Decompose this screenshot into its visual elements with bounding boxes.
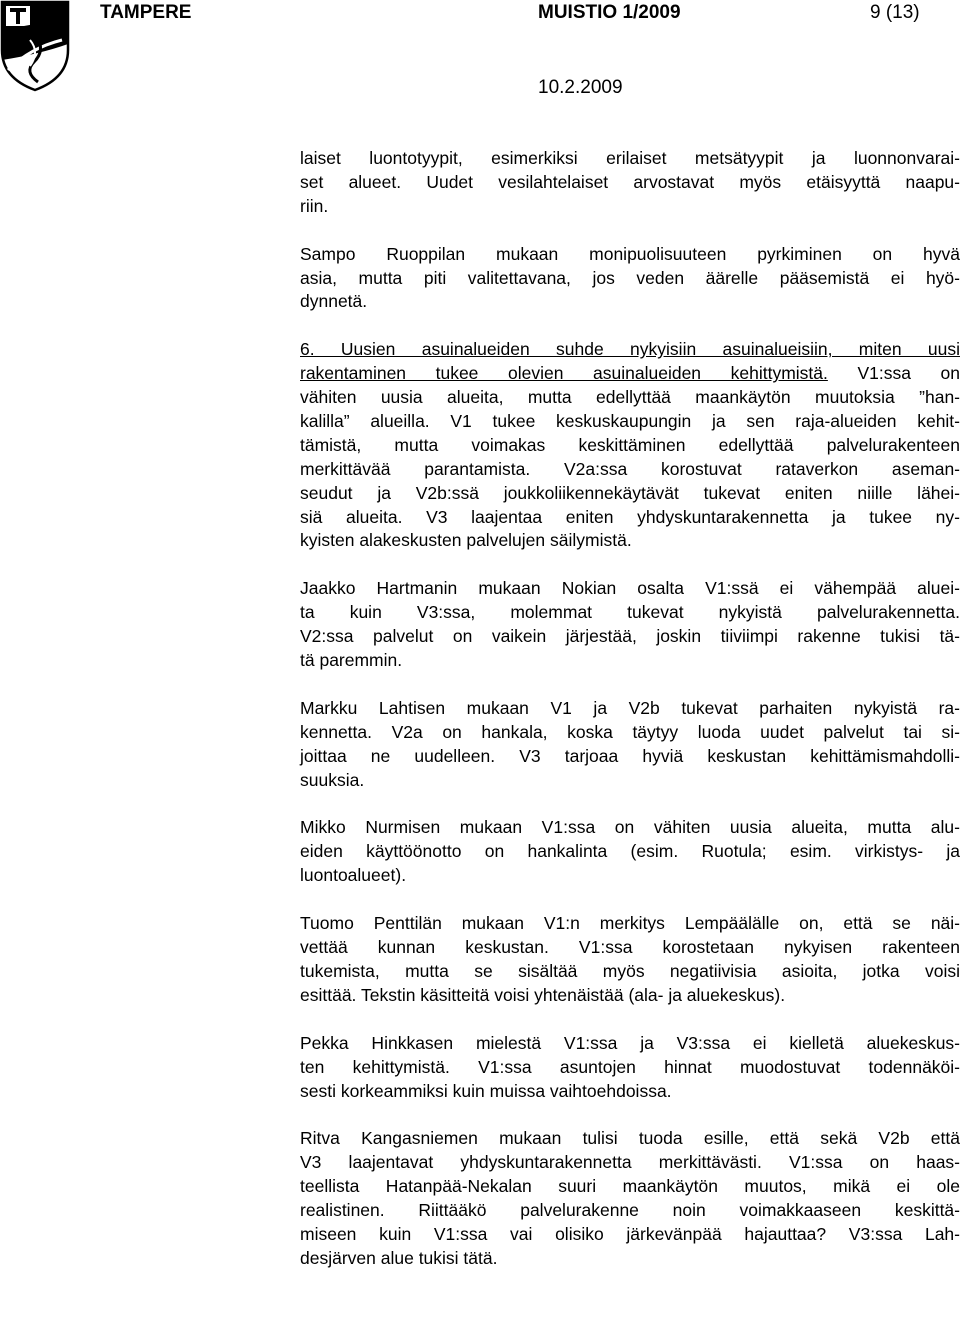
text-line: V2:ssa palvelut on vaikein järjestää, joskin tiiviimpi rakenne tukisi tä- <box>300 626 960 647</box>
document-date: 10.2.2009 <box>538 77 623 98</box>
text-line: Markku Lahtisen mukaan V1 ja V2b tukevat parhaiten nykyistä ra- <box>300 697 960 718</box>
paragraph-6 <box>300 816 960 888</box>
text-line: siä alueita. V3 laajentaa eniten yhdyskuntarakennetta ja tukee ny- <box>300 506 960 527</box>
text-line: ten kehittymistä. V1:ssa asuntojen hinnat muodostuvat todennäköi- <box>300 1056 960 1077</box>
text-line: tukemista, mutta se sisältää myös negatiivisia asioita, jotka voisi <box>300 960 960 981</box>
paragraph-5 <box>300 697 960 793</box>
text-line: asia, mutta piti valitettavana, jos veden äärelle pääsemistä ei hyö- <box>300 267 960 288</box>
text-line: Sampo Ruoppilan mukaan monipuolisuuteen pyrkiminen on hyvä <box>300 243 960 264</box>
page-number: 9 (13) <box>870 2 920 23</box>
text-line: luontoalueet). <box>300 865 407 886</box>
text-line: ta kuin V3:ssa, molemmat tukevat nykyistä palvelurakennetta. <box>300 602 960 623</box>
text-line: kalilla” alueilla. V1 tukee keskuskaupungin ja sen raja-alueiden kehit- <box>300 411 960 432</box>
item-heading-rest: V1:ssa on <box>827 363 960 384</box>
text-line: sesti korkeammiksi kuin muissa vaihtoehdoissa. <box>300 1080 672 1101</box>
text-line: dynnetä. <box>300 291 368 312</box>
text-line: tä paremmin. <box>300 650 403 671</box>
document-title: MUISTIO 1/2009 <box>538 2 681 23</box>
text-line: tämistä, mutta voimakas keskittäminen edellyttää palvelurakenteen <box>300 434 960 455</box>
text-line: seudut ja V2b:ssä joukkoliikennekäytävät tukevat eniten niille lähei- <box>300 482 960 503</box>
paragraph-3-item-6 <box>300 338 960 553</box>
paragraph-9 <box>300 1127 960 1270</box>
text-line: kyisten alakeskusten palvelujen säilymistä. <box>300 530 632 551</box>
text-line: Pekka Hinkkasen mielestä V1:ssa ja V3:ssa ei kielletä aluekeskus- <box>300 1032 960 1053</box>
city-crest-logo <box>0 0 70 92</box>
text-line: Jaakko Hartmanin mukaan Nokian osalta V1:ssä ei vähempää aluei- <box>300 578 960 599</box>
paragraph-4 <box>300 577 960 673</box>
item-heading-line-1: 6. Uusien asuinalueiden suhde nykyisiin asuinalueisiin, miten uusi <box>300 339 960 360</box>
text-line: teellista Hatanpää-Nekalan suuri maankäytön muutos, mikä ei ole <box>300 1176 960 1197</box>
text-line: V3 laajentavat yhdyskuntarakennetta merkittävästi. V1:ssa on haas- <box>300 1152 960 1173</box>
item-heading-underlined: rakentaminen tukee olevien asuinalueiden kehittymistä. <box>300 363 828 384</box>
text-line: esittää. Tekstin käsitteitä voisi yhtenäistää (ala- ja aluekeskus). <box>300 984 786 1005</box>
text-line: merkittävää parantamista. V2a:ssa korostuvat rataverkon aseman- <box>300 458 960 479</box>
text-line: Tuomo Penttilän mukaan V1:n merkitys Lempäälälle on, että se näi- <box>300 913 960 934</box>
text-line: suuksia. <box>300 769 365 790</box>
text-line: Ritva Kangasniemen mukaan tulisi tuoda esille, että sekä V2b että <box>300 1128 960 1149</box>
text-line: desjärven alue tukisi tätä. <box>300 1247 498 1268</box>
organization-name: TAMPERE <box>100 2 192 23</box>
paragraph-2 <box>300 243 960 315</box>
text-line: Mikko Nurmisen mukaan V1:ssa on vähiten uusia alueita, mutta alu- <box>300 817 960 838</box>
text-line: kennetta. V2a on hankala, koska täytyy luoda uudet palvelut tai si- <box>300 721 960 742</box>
text-line: joittaa ne uudelleen. V3 tarjoaa hyviä keskustan kehittämismahdolli- <box>300 745 960 766</box>
text-line: riin. <box>300 195 329 216</box>
minutes-body <box>300 147 960 1295</box>
item-heading-line-2 <box>300 362 960 386</box>
text-line: laiset luontotyypit, esimerkiksi erilaiset metsätyypit ja luonnonvarai- <box>300 148 960 168</box>
paragraph-8 <box>300 1032 960 1104</box>
text-line: vähiten uusia alueita, mutta edellyttää maankäytön muutoksia ”han- <box>300 387 960 408</box>
paragraph-1 <box>300 147 960 219</box>
text-line: eiden käyttöönotto on hankalinta (esim. Ruotula; esim. virkistys- ja <box>300 841 960 862</box>
text-line: set alueet. Uudet vesilahtelaiset arvostavat myös etäisyyttä naapu- <box>300 171 960 192</box>
paragraph-7 <box>300 912 960 1008</box>
text-line: vettää kunnan keskustan. V1:ssa korostetaan nykyisen rakenteen <box>300 937 960 958</box>
text-line: realistinen. Riittääkö palvelurakenne noin voimakkaaseen keskittä- <box>300 1200 960 1221</box>
text-line: miseen kuin V1:ssa vai olisiko järkevänpää hajauttaa? V3:ssa Lah- <box>300 1223 960 1244</box>
